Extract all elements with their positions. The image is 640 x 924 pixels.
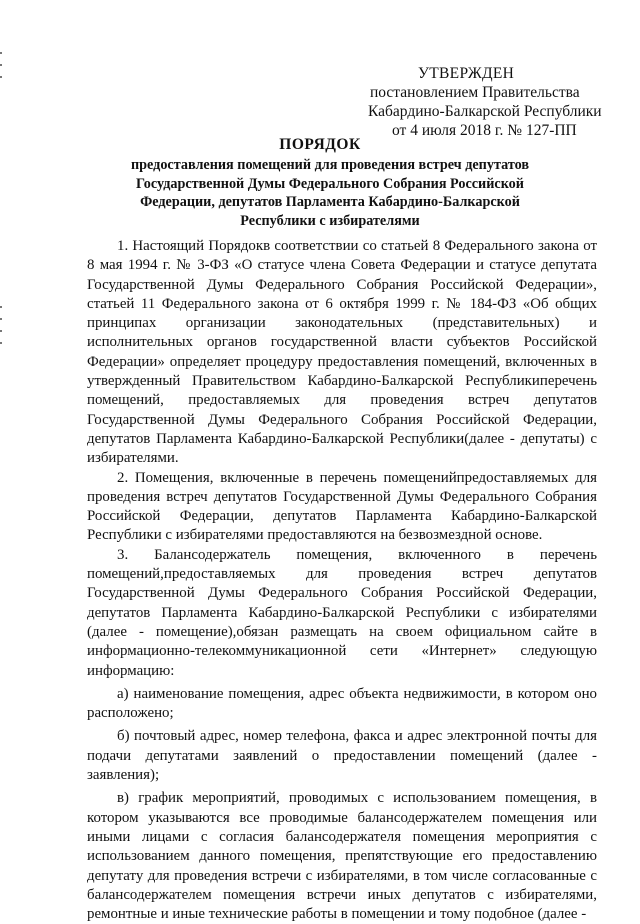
scan-artifact [0, 306, 2, 308]
scan-artifact [0, 330, 2, 332]
scan-artifact [0, 64, 2, 66]
paragraph-3: 3. Балансодержатель помещения, включенного в перечень помещений,предоставляемых для проведения встреч депутатов Государственной Думы Федерального Собрания Российской Федерации, депутатов Парламента Кабардино-Балкарской Республики с избирателями (далее - помещение),обязан размещать на своем официальном сайте в информационно-телекоммуникационной сети «Интернет» следующую информацию: [87, 546, 597, 679]
approval-line: постановлением Правительства [370, 84, 580, 101]
scan-artifact [0, 52, 2, 54]
scan-artifact [0, 76, 2, 78]
list-item-b: б) почтовый адрес, номер телефона, факса и адрес электронной почты для подачи депутатами заявлений о предоставлении помещений (далее - заявления); [87, 728, 597, 784]
approval-heading: УТВЕРЖДЕН [418, 65, 515, 82]
scan-artifact [0, 342, 2, 344]
approval-stamp [368, 64, 608, 140]
document-title: ПОРЯДОК [279, 136, 361, 153]
scan-artifact [0, 318, 2, 320]
paragraph-1: 1. Настоящий Порядокв соответствии со статьей 8 Федерального закона от 8 мая 1994 г. № 3-ФЗ «О статусе члена Совета Федерации и статусе депутата Государственной Думы Федерального Собрания Российской Федерации», статьей 11 Федерального закона от 6 октября 1999 г. № 184-ФЗ «Об общих принципах организации законодательных (представительных) и исполнительных органов государственной власти субъектов Российской Федерации» определяет процедуру предоставления помещений, включенных в утвержденный Правительством Кабардино-Балкарской Республикиперечень помещений, предоставляемых для проведения встреч депутатов Государственной Думы Федерального Собрания Российской Федерации, депутатов Парламента Кабардино-Балкарской Республики(далее - депутаты) с избирателями. [87, 238, 597, 467]
document-body [87, 237, 597, 924]
list-item-a: а) наименование помещения, адрес объекта недвижимости, в котором оно расположено; [87, 685, 597, 722]
document-subtitle: предоставления помещений для проведения встреч депутатов Государственной Думы Федерального Собрания Российской Федерации, депутатов Парламента Кабардино-Балкарской Республики с избирателями [130, 157, 530, 229]
approval-line: Кабардино-Балкарской Республики [368, 103, 602, 120]
paragraph-2: 2. Помещения, включенные в перечень помещенийпредоставляемых для проведения встреч депутатов Государственной Думы Федерального Собрания Российской Федерации, депутатов Парламента Кабардино-Балкарской Республики с избирателями предоставляются на безвозмездной основе. [87, 469, 597, 544]
approval-date: от 4 июля 2018 г. № 127-ПП [392, 122, 577, 139]
list-item-c: в) график мероприятий, проводимых с использованием помещения, в котором указываются все проводимые балансодержателем помещения или иными лицами с согласия балансодержателя помещения мероприятия с использованием данного помещения, препятствующие его предоставлению депутату для проведения встречи с избирателями, в том числе согласованные с балансодержателем помещения встречи иных депутатов с избирателями, ремонтные и иные технические работы в помещении и тому подобное (далее - [87, 790, 597, 923]
